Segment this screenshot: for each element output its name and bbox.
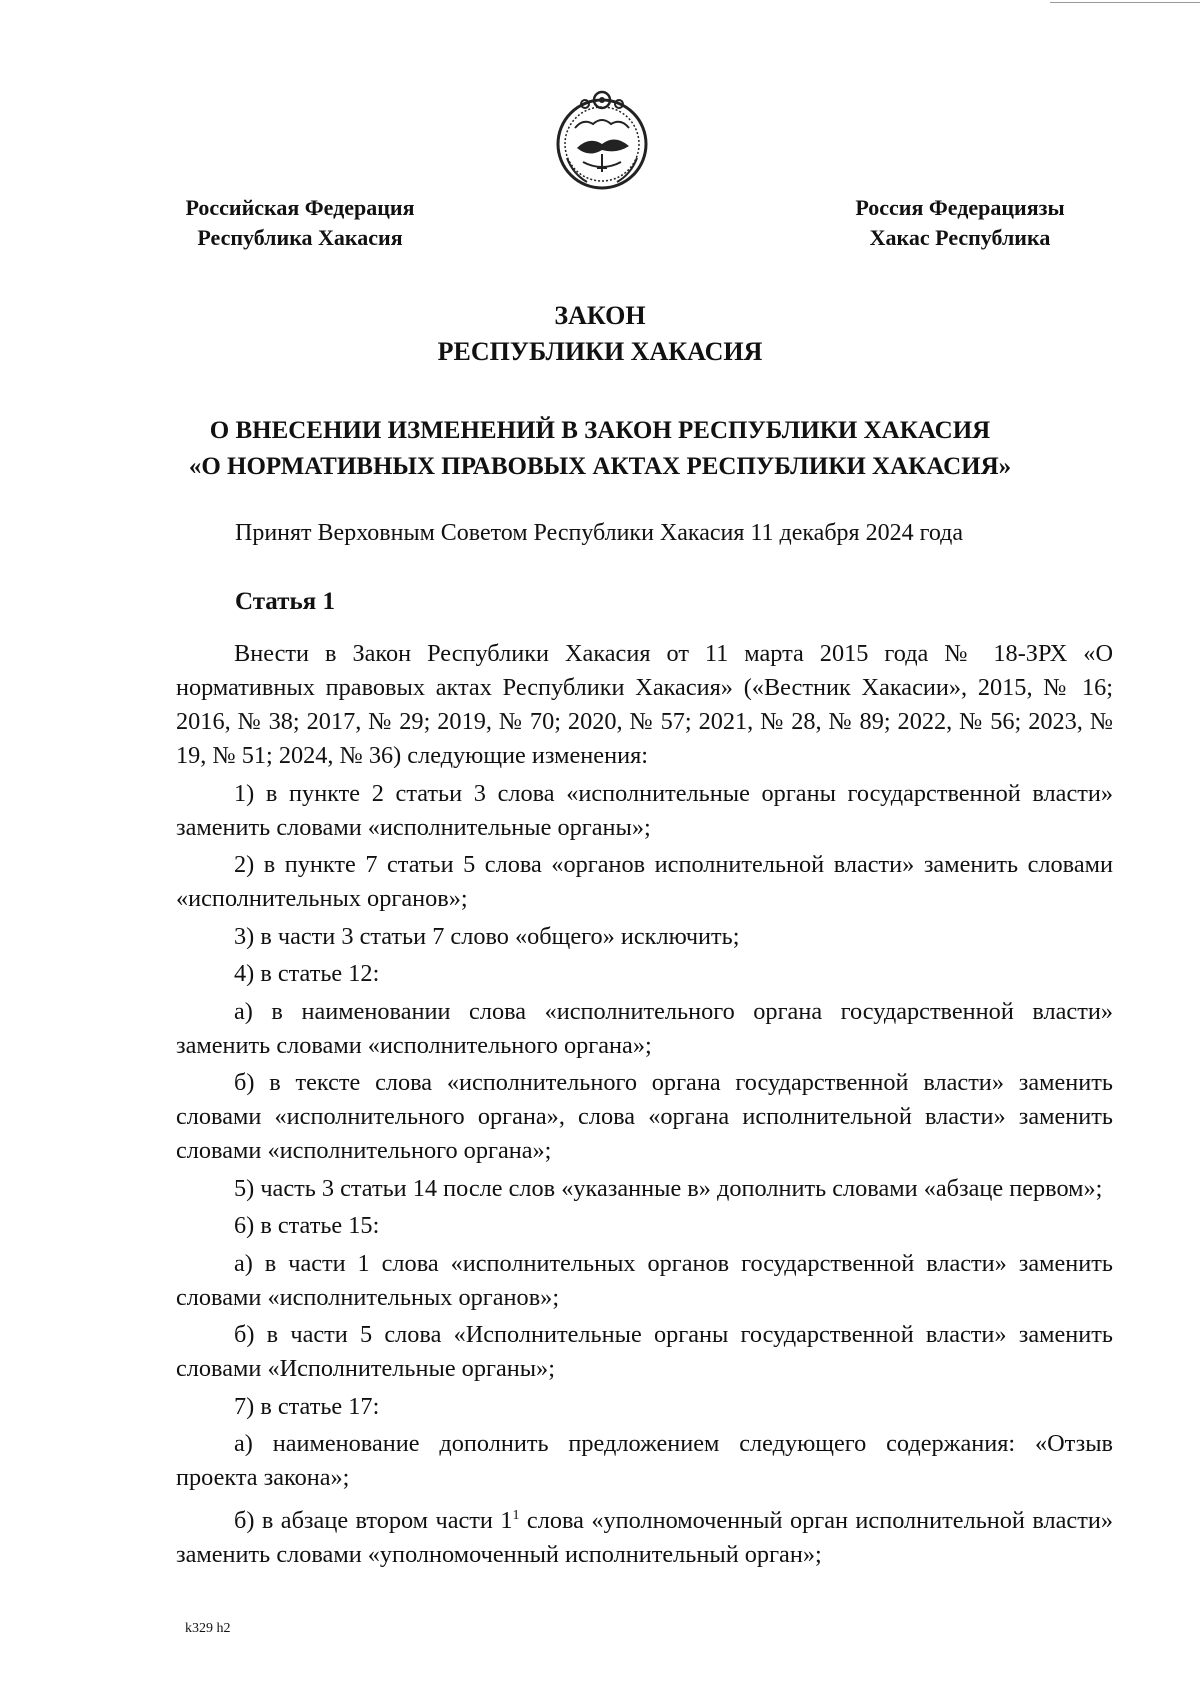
paragraph: а) в части 1 слова «исполнительных органов государственной власти» заменить словами «исполнительных органов»; [176, 1249, 1113, 1311]
article-body [176, 637, 1113, 1575]
document-code: k329 h2 [185, 1621, 231, 1636]
scan-edge-line [1050, 2, 1200, 3]
paragraph-last [176, 1499, 1113, 1572]
adoption-line: Принят Верховным Советом Республики Хакасия 11 декабря 2024 года [235, 520, 963, 546]
paragraph: 5) часть 3 статьи 14 после слов «указанные в» дополнить словами «абзаце первом»; [234, 1174, 1103, 1202]
header-khakas [820, 193, 1100, 253]
law-title-line1: О ВНЕСЕНИИ ИЗМЕНЕНИЙ В ЗАКОН РЕСПУБЛИКИ ХАКАСИЯ [209, 417, 991, 444]
law-label-line1: ЗАКОН [554, 301, 646, 330]
law-title [0, 413, 1200, 485]
paragraph: б) в части 5 слова «Исполнительные органы государственной власти» заменить словами «Исполнительные органы»; [176, 1321, 1113, 1382]
khakassia-coat-of-arms-icon [553, 88, 651, 192]
paragraph: 7) в статье 17: [234, 1392, 380, 1420]
header-russian [160, 193, 440, 253]
paragraph: 3) в части 3 статьи 7 слово «общего» исключить; [234, 922, 740, 950]
paragraph: а) в наименовании слова «исполнительного органа государственной власти» заменить словами «исполнительного органа»; [176, 997, 1113, 1059]
paragraph: Внести в Закон Республики Хакасия от 11 марта 2015 года № 18-ЗРХ «О нормативных правовых актах Республики Хакасия» («Вестник Хакасии», 2015, № 16; 2016, № 38; 2017, № 29; 2019, № 70; 2020, № 57; 2021, № 28, № 89; 2022, № 56; 2023, № 19, № 51; 2024, № 36) следующие изменения: [176, 640, 1113, 769]
paragraph: 2) в пункте 7 статьи 5 слова «органов исполнительной власти» заменить словами «исполнительных органов»; [176, 851, 1113, 912]
header-left-line1: Российская Федерация [185, 195, 415, 220]
header-left-line2: Республика Хакасия [197, 225, 403, 250]
paragraph-last-end: слова «уполномоченный орган исполнительной власти» заменить словами «уполномоченный исполнительный орган»; [176, 1506, 1113, 1568]
paragraph: 6) в статье 15: [234, 1212, 380, 1239]
paragraph: 1) в пункте 2 статьи 3 слова «исполнительные органы государственной власти» заменить словами «исполнительные органы»; [176, 779, 1113, 841]
law-label-line2: РЕСПУБЛИКИ ХАКАСИЯ [437, 337, 763, 366]
paragraph: 4) в статье 12: [234, 960, 380, 987]
article-heading: Статья 1 [235, 588, 335, 615]
law-label [0, 298, 1200, 370]
paragraph-last-superscript: 1 [512, 1507, 520, 1523]
law-title-line2: «О НОРМАТИВНЫХ ПРАВОВЫХ АКТАХ РЕСПУБЛИКИ ХАКАСИЯ» [188, 453, 1012, 480]
header-right-line2: Хакас Республика [869, 225, 1051, 250]
header-right-line1: Россия Федерациязы [855, 195, 1065, 220]
paragraph: а) наименование дополнить предложением следующего содержания: «Отзыв проекта закона»; [176, 1430, 1113, 1491]
paragraph: б) в тексте слова «исполнительного органа государственной власти» заменить словами «исполнительного органа», слова «органа исполнительной власти» заменить словами «исполнительного органа»; [176, 1069, 1113, 1164]
paragraph-last-start: б) в абзаце втором части 1 [234, 1506, 513, 1534]
